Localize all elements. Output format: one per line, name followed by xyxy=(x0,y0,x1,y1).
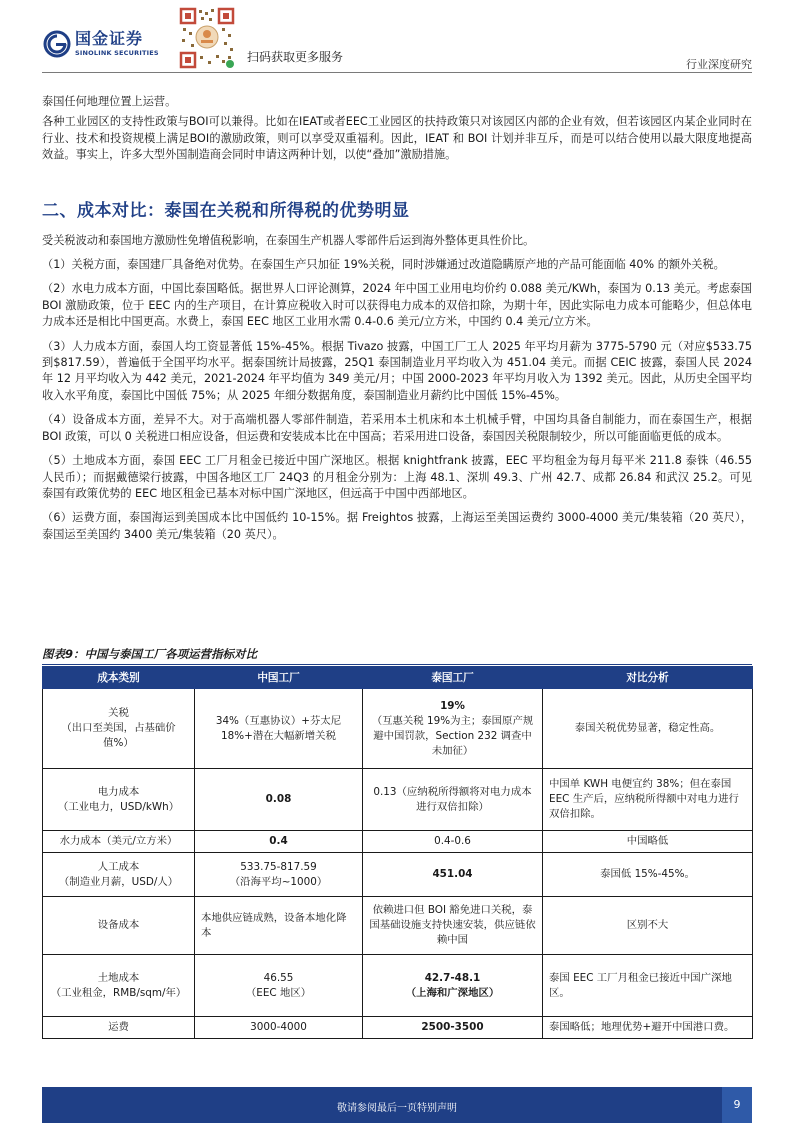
column-header-thailand: 泰国工厂 xyxy=(363,667,543,689)
paragraph-policy: 各种工业园区的支持性政策与BOI可以兼得。比如在IEAT或者EEC工业园区的扶持政策只对该园区内部的企业有效，但若该园区内某企业同时在行业、技术和投资规模上满足BOI的激励政策，则可以享受双重福利。因此，IEAT 和 BOI 计划并非互斥，而是可以结合使用以最大限度地提高效益。事实上，许多大型外国制造商会同时申请这两种计划，以使“叠加”激励措施。 xyxy=(42,115,752,162)
cell-china: 34%（互惠协议）+芬太尼 18%+潜在大幅新增关税 xyxy=(195,689,363,769)
column-header-china: 中国工厂 xyxy=(195,667,363,689)
page-footer xyxy=(42,1087,752,1123)
section-title: 二、成本对比：泰国在关税和所得税的优势明显 xyxy=(42,200,410,221)
cell-analysis: 中国略低 xyxy=(543,831,753,853)
comparison-table xyxy=(42,666,753,1039)
paragraph-labor: （3）人力成本方面，泰国人均工资显著低 15%-45%。根据 Tivazo 披露，中国工厂工人 2025 年平均月薪为 3775-5790 元（对应$533.75 到$817.59），普遍低于全国平均水平。据泰国统计局披露，25Q1 泰国制造业月平均收入为 451.04 美元。而据 CEIC 披露，泰国人民 2024 年 12 月平均收入为 442 美元，2021-2024 年平均值为 349 美元/月；中国 2000-2023 年平均月收入为 1392 美元。因此，从历史全国平均收入水平角度，泰国比中国低 75%；从 2025 年细分数据角度，泰国制造业月薪约比中国低 15%-45%。 xyxy=(42,339,752,402)
cell-china: 0.08 xyxy=(195,769,363,831)
cell-category: 土地成本 （工业租金，RMB/sqm/年） xyxy=(43,955,195,1017)
figure-title-rule xyxy=(42,664,752,665)
paragraph-continued: 泰国任何地理位置上运营。 xyxy=(42,95,177,108)
cell-category: 关税 （出口至美国，占基础价值%） xyxy=(43,689,195,769)
paragraph-land: （5）土地成本方面，泰国 EEC 工厂月租金已接近中国广深地区。根据 knightfrank 披露，EEC 平均租金为每月每平米 211.8 泰铢（46.55 人民币）；而据戴德梁行披露，中国各地区工厂 24Q3 的月租金分别为：上海 48.1、深圳 49.3、广州 42.7、成都 26.84 和武汉 25.2。可见泰国有政策优势的 EEC 地区租金已基本对标中国广深地区，但远高于中国中西部地区。 xyxy=(42,454,752,500)
page-number: 9 xyxy=(722,1087,752,1123)
paragraph-utilities: （2）水电力成本方面，中国比泰国略低。据世界人口评论测算，2024 年中国工业用电均价约 0.088 美元/KWh，泰国为 0.13 美元。考虑泰国 BOI 激励政策，位于 EEC 内的生产项目，在计算应税收入时可以获得电力成本的双倍扣除，为期十年，因此实际电力成本可能略少，但总体电力成本还是相比中国更高。水费上，泰国 EEC 地区工业用水需 0.4-0.6 美元/立方米，中国约 0.4 美元/立方米。 xyxy=(42,282,752,329)
table-row-tariff xyxy=(43,689,753,769)
figure-title: 图表9：中国与泰国工厂各项运营指标对比 xyxy=(42,647,257,661)
qr-caption: 扫码获取更多服务 xyxy=(247,50,344,64)
cell-thailand: 0.4-0.6 xyxy=(363,831,543,853)
cell-analysis: 中国单 KWH 电便宜约 38%；但在泰国 EEC 生产后，应纳税所得额中对电力进行双倍扣除。 xyxy=(543,769,753,831)
cell-thailand xyxy=(363,689,543,769)
cell-category: 人工成本 （制造业月薪，USD/人） xyxy=(43,853,195,897)
table-row-equipment xyxy=(43,897,753,955)
cell-analysis: 泰国略低；地理优势+避开中国港口费。 xyxy=(543,1017,753,1039)
table-row-water xyxy=(43,831,753,853)
table-header-row xyxy=(43,667,753,689)
company-logo xyxy=(43,30,159,58)
header-divider xyxy=(42,72,752,73)
cell-thailand: 0.13（应纳税所得额将对电力成本进行双倍扣除） xyxy=(363,769,543,831)
paragraph-tariff: （1）关税方面，泰国建厂具备绝对优势。在泰国生产只加征 19%关税，同时涉嫌通过改道隐瞒原产地的产品可能面临 40% 的额外关税。 xyxy=(42,258,725,272)
cell-china: 533.75-817.59 （沿海平均~1000） xyxy=(195,853,363,897)
cell-category: 运费 xyxy=(43,1017,195,1039)
cell-thailand: 2500-3500 xyxy=(363,1017,543,1039)
main-content xyxy=(42,94,752,543)
cell-thailand: 42.7-48.1 （上海和广深地区） xyxy=(363,955,543,1017)
qr-code[interactable] xyxy=(178,6,236,70)
cell-china: 46.55 （EEC 地区） xyxy=(195,955,363,1017)
table-row-labor xyxy=(43,853,753,897)
paragraph-intro: 受关税波动和泰国地方激励性免增值税影响，在泰国生产机器人零部件后运到海外整体更具性价比。 xyxy=(42,233,535,247)
column-header-analysis: 对比分析 xyxy=(543,667,753,689)
page-header xyxy=(0,0,794,80)
cell-category: 电力成本 （工业电力，USD/kWh） xyxy=(43,769,195,831)
paragraph-equipment: （4）设备成本方面，差异不大。对于高端机器人零部件制造，若采用本土机床和本土机械手臂，中国均具备自制能力，而在泰国生产，根据 BOI 政策，可以 0 关税进口相应设备，但运费和安装成本比在中国高；若采用进口设备，泰国因关税限制较少，所以可能面临更低的成本。 xyxy=(42,413,752,443)
cell-category: 水力成本（美元/立方米） xyxy=(43,831,195,853)
document-type-label: 行业深度研究 xyxy=(686,58,752,71)
cell-analysis: 区别不大 xyxy=(543,897,753,955)
logo-en-text: SINOLINK SECURITIES xyxy=(75,49,159,58)
cell-category: 设备成本 xyxy=(43,897,195,955)
table-row-land xyxy=(43,955,753,1017)
cell-china: 3000-4000 xyxy=(195,1017,363,1039)
cell-analysis: 泰国关税优势显著，稳定性高。 xyxy=(543,689,753,769)
cell-thailand-detail: （互惠关税 19%为主；泰国原产规避中国罚款，Section 232 调查中未加征） xyxy=(371,714,534,757)
cell-china: 0.4 xyxy=(195,831,363,853)
paragraph-freight: （6）运费方面，泰国海运到美国成本比中国低约 10-15%。据 Freightos 披露，上海运至美国运费约 3000-4000 美元/集装箱（20 英尺），泰国运至美国约 3400 美元/集装箱（20 英尺）。 xyxy=(42,511,752,541)
table-row-freight xyxy=(43,1017,753,1039)
qr-code-icon xyxy=(178,6,236,70)
cell-thailand-highlight: 19% xyxy=(440,699,465,712)
logo-mark-icon xyxy=(43,30,71,58)
cell-china: 本地供应链成熟，设备本地化降本 xyxy=(195,897,363,955)
table-row-electricity xyxy=(43,769,753,831)
column-header-category: 成本类别 xyxy=(43,667,195,689)
cell-analysis: 泰国低 15%-45%。 xyxy=(543,853,753,897)
cell-thailand: 451.04 xyxy=(363,853,543,897)
logo-cn-text: 国金证券 xyxy=(75,29,144,49)
section-body xyxy=(42,233,752,544)
footer-disclaimer: 敬请参阅最后一页特别声明 xyxy=(337,1103,457,1114)
cell-thailand: 依赖进口但 BOI 豁免进口关税，泰国基础设施支持快速安装，供应链依赖中国 xyxy=(363,897,543,955)
cell-analysis: 泰国 EEC 工厂月租金已接近中国广深地区。 xyxy=(543,955,753,1017)
